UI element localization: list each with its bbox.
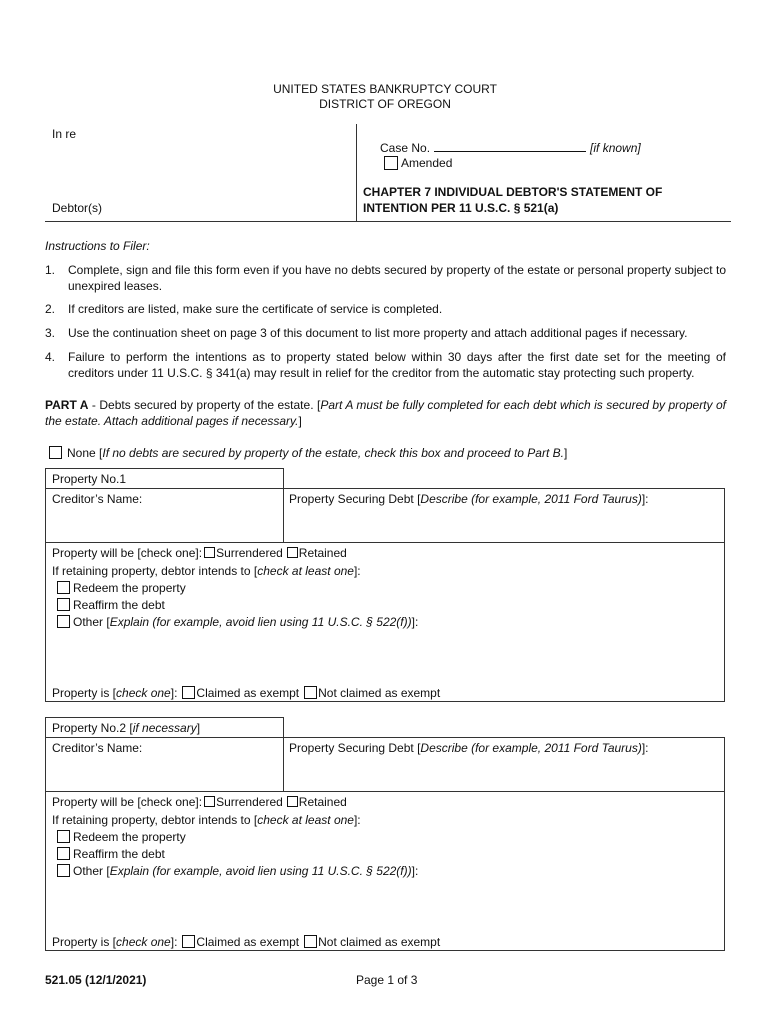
other-italic: Explain (for example, avoid lien using 11 U.S.C. § 522(f)): [109, 864, 412, 878]
claimed-label: Claimed as exempt: [196, 686, 300, 700]
property2-reaffirm-row: [57, 846, 165, 862]
none-checkbox[interactable]: [49, 446, 62, 459]
page-number: Page 1 of 3: [356, 973, 418, 987]
property-is-end: ]:: [170, 686, 178, 700]
property2-title: [52, 720, 200, 736]
part-a-label: PART A: [45, 398, 89, 412]
instruction-num: 2.: [45, 302, 56, 316]
property1-will-be-row: [52, 545, 347, 561]
securing-italic: Describe (for example, 2011 Ford Taurus): [420, 741, 642, 755]
property-is-label: Property is [: [52, 935, 117, 949]
claimed-label: Claimed as exempt: [196, 935, 300, 949]
form-id: 521.05 (12/1/2021): [45, 973, 147, 987]
property2-other-row: [57, 863, 418, 879]
surrendered-checkbox[interactable]: [204, 547, 215, 558]
none-row: [49, 445, 567, 461]
amended-row: [384, 155, 452, 171]
form-title-line2: INTENTION PER 11 U.S.C. § 521(a): [363, 201, 559, 215]
property1-securing-label: [289, 491, 649, 507]
not-claimed-label: Not claimed as exempt: [318, 935, 441, 949]
if-retaining-label: If retaining property, debtor intends to [: [52, 813, 258, 827]
not-claimed-label: Not claimed as exempt: [318, 686, 441, 700]
if-known-label: [if known]: [590, 141, 641, 155]
if-retaining-label: If retaining property, debtor intends to [: [52, 564, 258, 578]
none-end: ]: [563, 446, 568, 460]
court-name: UNITED STATES BANKRUPTCY COURT: [273, 82, 497, 96]
securing-label: Property Securing Debt [: [289, 492, 421, 506]
property1-other-row: [57, 614, 418, 630]
form-title-line1: CHAPTER 7 INDIVIDUAL DEBTOR'S STATEMENT OF: [363, 185, 663, 199]
not-claimed-checkbox[interactable]: [304, 935, 317, 948]
surrendered-checkbox[interactable]: [204, 796, 215, 807]
other-checkbox[interactable]: [57, 864, 70, 877]
instruction-text: If creditors are listed, make sure the certificate of service is completed.: [68, 302, 443, 316]
none-italic: If no debts are secured by property of the estate, check this box and proceed to Part B.: [102, 446, 564, 460]
will-be-label: Property will be [check one]:: [52, 546, 203, 560]
surrendered-label: Surrendered: [216, 546, 283, 560]
securing-end: ]:: [641, 741, 649, 755]
property1-title: Property No.1: [52, 472, 127, 486]
property1-if-retaining: [52, 563, 361, 579]
redeem-checkbox[interactable]: [57, 581, 70, 594]
none-label: None [: [67, 446, 103, 460]
case-number-row: [380, 140, 641, 156]
property2-creditor-label: Creditor’s Name:: [52, 741, 143, 755]
property2-exempt-row: [52, 934, 440, 950]
caption-bottom-rule: [45, 221, 731, 222]
part-a-description: [45, 397, 726, 429]
part-a-desc-italic: Part A must be fully completed for each debt which is secured by property of the estate. Attach additional pages if necessary.: [45, 398, 726, 428]
reaffirm-label: Reaffirm the debt: [73, 598, 165, 612]
property2-title-italic: if necessary: [132, 721, 197, 735]
redeem-label: Redeem the property: [73, 581, 186, 595]
if-retaining-end: ]:: [353, 564, 361, 578]
other-label: Other [: [73, 864, 110, 878]
part-a-desc: - Debts secured by property of the estate. [: [88, 398, 321, 412]
amended-label: Amended: [401, 156, 453, 170]
property2-title-end: ]: [196, 721, 201, 735]
will-be-label: Property will be [check one]:: [52, 795, 203, 809]
property-is-italic: check one: [116, 935, 171, 949]
other-italic: Explain (for example, avoid lien using 11 U.S.C. § 522(f)): [109, 615, 412, 629]
other-end: ]:: [411, 864, 419, 878]
retained-checkbox[interactable]: [287, 547, 298, 558]
district-name: DISTRICT OF OREGON: [319, 97, 451, 111]
redeem-checkbox[interactable]: [57, 830, 70, 843]
property2-if-retaining: [52, 812, 361, 828]
property1-redeem-row: [57, 580, 186, 596]
other-end: ]:: [411, 615, 419, 629]
part-a-desc-end: ]: [298, 414, 302, 428]
claimed-checkbox[interactable]: [182, 686, 195, 699]
property2-title-label: Property No.2 [: [52, 721, 133, 735]
reaffirm-checkbox[interactable]: [57, 598, 70, 611]
reaffirm-checkbox[interactable]: [57, 847, 70, 860]
securing-italic: Describe (for example, 2011 Ford Taurus): [420, 492, 642, 506]
if-retaining-italic: check at least one: [257, 564, 354, 578]
retained-label: Retained: [298, 795, 347, 809]
securing-end: ]:: [641, 492, 649, 506]
if-retaining-italic: check at least one: [257, 813, 354, 827]
property2-will-be-row: [52, 794, 347, 810]
in-re-label: In re: [52, 127, 77, 141]
property-is-label: Property is [: [52, 686, 117, 700]
instruction-num: 1.: [45, 263, 56, 277]
reaffirm-label: Reaffirm the debt: [73, 847, 165, 861]
securing-label: Property Securing Debt [: [289, 741, 421, 755]
property2-redeem-row: [57, 829, 186, 845]
property2-securing-label: [289, 740, 649, 756]
property1-creditor-label: Creditor’s Name:: [52, 492, 143, 506]
amended-checkbox[interactable]: [384, 156, 398, 170]
property-is-italic: check one: [116, 686, 171, 700]
not-claimed-checkbox[interactable]: [304, 686, 317, 699]
instruction-text: Complete, sign and file this form even if you have no debts secured by property of the estate or personal property subject to unexpired leases.: [68, 263, 726, 293]
instruction-text: Use the continuation sheet on page 3 of this document to list more property and attach additional pages if necessary.: [68, 326, 688, 340]
instructions-heading: Instructions to Filer:: [45, 239, 150, 253]
other-label: Other [: [73, 615, 110, 629]
instruction-num: 4.: [45, 350, 56, 364]
caption-divider: [356, 124, 357, 221]
case-no-label: Case No.: [380, 141, 431, 155]
if-retaining-end: ]:: [353, 813, 361, 827]
instruction-num: 3.: [45, 326, 56, 340]
redeem-label: Redeem the property: [73, 830, 186, 844]
case-number-field[interactable]: [434, 140, 586, 152]
other-checkbox[interactable]: [57, 615, 70, 628]
retained-checkbox[interactable]: [287, 796, 298, 807]
retained-label: Retained: [298, 546, 347, 560]
property1-exempt-row: [52, 685, 440, 701]
property-is-end: ]:: [170, 935, 178, 949]
debtors-label: Debtor(s): [52, 201, 103, 215]
instruction-text: Failure to perform the intentions as to property stated below within 30 days after the first date set for the meeting of creditors under 11 U.S.C. § 341(a) may result in relief for the creditor from the automatic stay protecting such property.: [68, 350, 726, 380]
surrendered-label: Surrendered: [216, 795, 283, 809]
property1-reaffirm-row: [57, 597, 165, 613]
claimed-checkbox[interactable]: [182, 935, 195, 948]
